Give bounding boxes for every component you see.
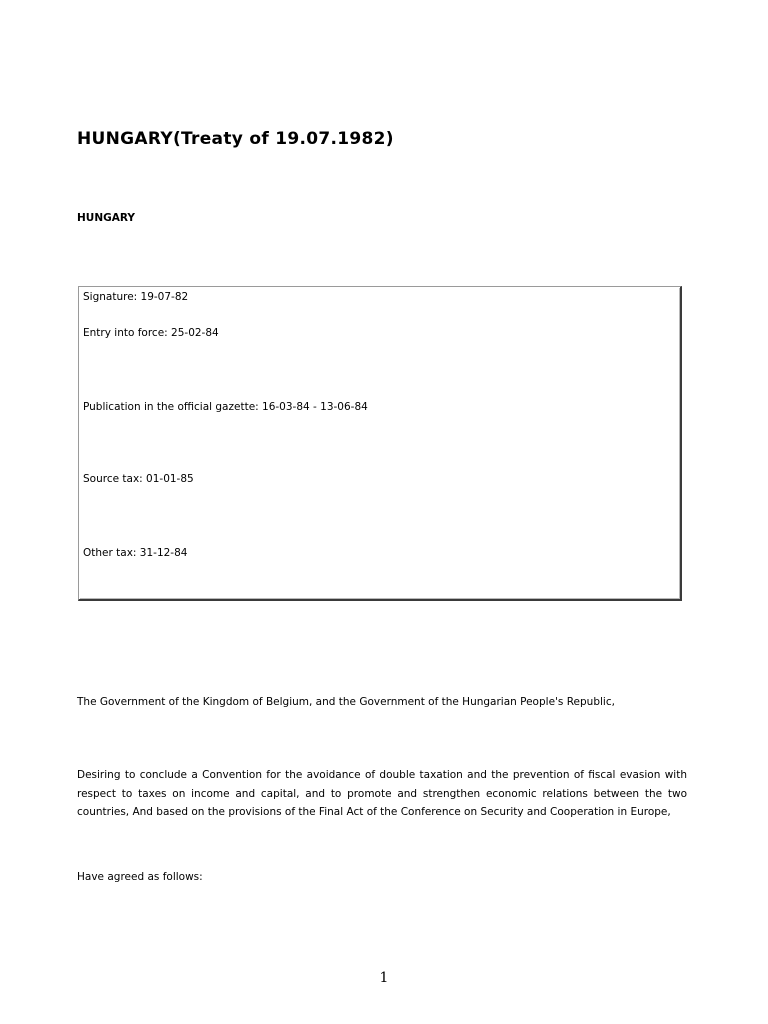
source-tax-date: Source tax: 01-01-85	[83, 473, 194, 485]
document-title: HUNGARY(Treaty of 19.07.1982)	[77, 129, 394, 149]
treaty-info-box	[78, 286, 682, 601]
signature-date: Signature: 19-07-82	[83, 291, 189, 303]
preamble-agreement: Have agreed as follows:	[77, 871, 203, 883]
country-heading: HUNGARY	[77, 212, 135, 224]
preamble-purpose: Desiring to conclude a Convention for the avoidance of double taxation and the prevention of fiscal evasion with respect to taxes on income and capital, and to promote and strengthen economic relations between the two countries, And based on the provisions of the Final Act of the Conference on Security and Cooperation in Europe,	[77, 769, 687, 818]
preamble-parties: The Government of the Kingdom of Belgium, and the Government of the Hungarian People's Republic,	[77, 696, 615, 708]
other-tax-date: Other tax: 31-12-84	[83, 547, 188, 559]
entry-into-force-date: Entry into force: 25-02-84	[83, 327, 219, 339]
page-number: 1	[379, 970, 389, 986]
treaty-info-box-inner	[80, 288, 680, 599]
publication-dates: Publication in the official gazette: 16-03-84 - 13-06-84	[83, 401, 368, 413]
